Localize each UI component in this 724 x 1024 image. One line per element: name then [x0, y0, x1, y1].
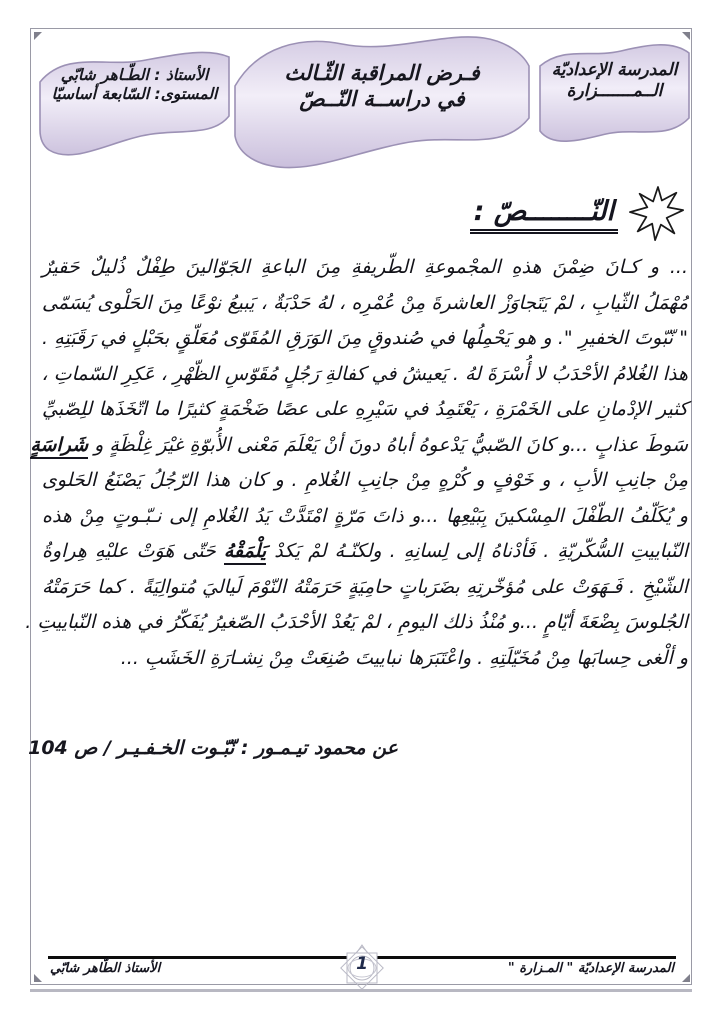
section-title: النّــــــــصّ : [470, 196, 618, 234]
passage-line: مُهْمَلُ الثّيابِ ، لمْ يَتَجاوَزْ العاشرةَ مِنْ عُمْرِه ، لهُ حَدْبَةٌ ، يَبيعُ نوْعًا مِنَ الحَلْوى يُسَمّى [42, 291, 688, 314]
teacher-banner-text [36, 66, 233, 105]
source-attribution: عن محمود تيـمـور : نّبّـوت الخـفـيـر / ص 104 [28, 737, 398, 759]
corner-mark-icon [34, 32, 42, 40]
exam-title-banner [230, 30, 534, 180]
teacher-banner [36, 42, 233, 168]
school-name-line2: الــمـــــــزارة [566, 81, 663, 102]
corner-mark-icon [34, 974, 42, 982]
passage-line: الجُلوسَ بِضْعَةَ أيّامٍ ...و مُنْذُ ذلك اليومِ ، لمْ يَعُدْ الأحْدَبُ الصّغيرُ يُفَكّرُ في هذه النّباييتِ . [25, 611, 688, 633]
reading-passage [25, 250, 688, 676]
passage-text: سَوطَ عذابٍ ...و كانَ الصّبيُّ يَدْعوهُ أباهُ دونَ أنْ يَعْلَمَ مَعْنى الأُبوّةِ غيْرَ غِلْظَةٍ و [88, 433, 688, 456]
footer-teacher-name: الأستاذ الطّاهر شابّي [50, 961, 161, 976]
passage-line: " نّبّوتَ الخفيرِ ". و هو يَحْمِلُها في صُندوقٍ مِنَ الوَرَقِ المُقَوّى مُعَلّقٍ بحَبْلٍ في رَقَبَتِهِ . [42, 327, 688, 349]
passage-line: و ألْغى حِسابَها مِنْ مُخَيّلَتِهِ . واعْتَبَرَها نباييتَ صُنِعَتْ مِنْ نِشـارَةِ الخَشَبِ ... [120, 646, 688, 669]
school-banner [536, 36, 693, 154]
exam-title-line1: فـرض المراقبة الثّـالث [284, 61, 480, 85]
passage-line: و يُكَلّفُ الطّفْلَ المِسْكينَ بِبَيْعِها ...و ذاتَ مَرّةٍ امْتَدَّتْ يَدُ الغُلامِ إلى نـبّـوتٍ مِنْ هذه [42, 504, 688, 527]
passage-line [30, 428, 688, 464]
passage-line [42, 534, 688, 570]
exam-title-line2: في دراســة النّــصّ [299, 87, 465, 112]
underlined-vocab-word: شَراسَةٍ [30, 434, 88, 459]
passage-line: هذا الغُلامُ الأحْدَبُ لا أُسْرَةَ لهُ . يَعيشُ في كفالةِ رَجُلٍ مُقَوّسِ الظّهْرِ ، عَكِرِ السّماتِ ، [41, 362, 688, 385]
passage-text: حَتّى هَوَتْ عليْهِ هِراوةُ [42, 540, 224, 562]
level-line: المستوى: السّابعة أساسيّا [51, 85, 218, 104]
passage-line: ... و كـانَ ضِمْنَ هذهِ المجْموعةِ الطّريفةِ مِنَ الباعةِ الجَوّالينَ طِفْلٌ ذُليلٌ حَقيرٌ [42, 256, 688, 278]
section-title-row [470, 186, 686, 244]
school-banner-text [536, 60, 693, 103]
footer-school-name: المدرسة الإعداديّة " المـزارة " [507, 961, 674, 976]
page-number: 1 [356, 954, 368, 974]
passage-line: كثير الإدْمانِ على الخَمْرَةِ ، يَعْتَمِدُ في سَيْرِهِ على عصًا ضَخْمَةٍ كثيرًا ما اتّخَذَها للِصّبيِّ [42, 398, 688, 420]
corner-mark-icon [682, 974, 690, 982]
passage-line: مِنْ جانِبِ الأبِ ، و خَوْفٍ و كُرْهٍ مِنْ جانِبِ الغُلامِ . و كان هذا الرّجُلُ يَصْنَعُ الحَلوى [42, 469, 688, 491]
page-number-ornament [338, 944, 386, 992]
underlined-vocab-word: يَلْمَقْهُ [224, 540, 266, 565]
passage-text: النّباييتِ السُّكّريّةِ . فَأدْناهُ إلى لِسانِهِ . ولكنّـهُ لمْ يَكدْ [266, 540, 688, 562]
passage-line: الشّيْخِ . فَـهَوَتْ على مُؤخّرتِهِ بضَرَباتٍ حامِيَةٍ حَرَمَتْهُ النّوْمَ لَياليَ مُتوالِيَةً . كما حَرَمَتْهُ [42, 575, 688, 598]
exam-banner-text [230, 60, 534, 113]
teacher-name-line: الأستاذ : الطّـاهر شابّي [60, 66, 209, 84]
star-burst-icon [628, 186, 686, 244]
school-name-line1: المدرسة الإعداديّة [551, 60, 678, 80]
ribbon-shape-icon [36, 42, 233, 168]
